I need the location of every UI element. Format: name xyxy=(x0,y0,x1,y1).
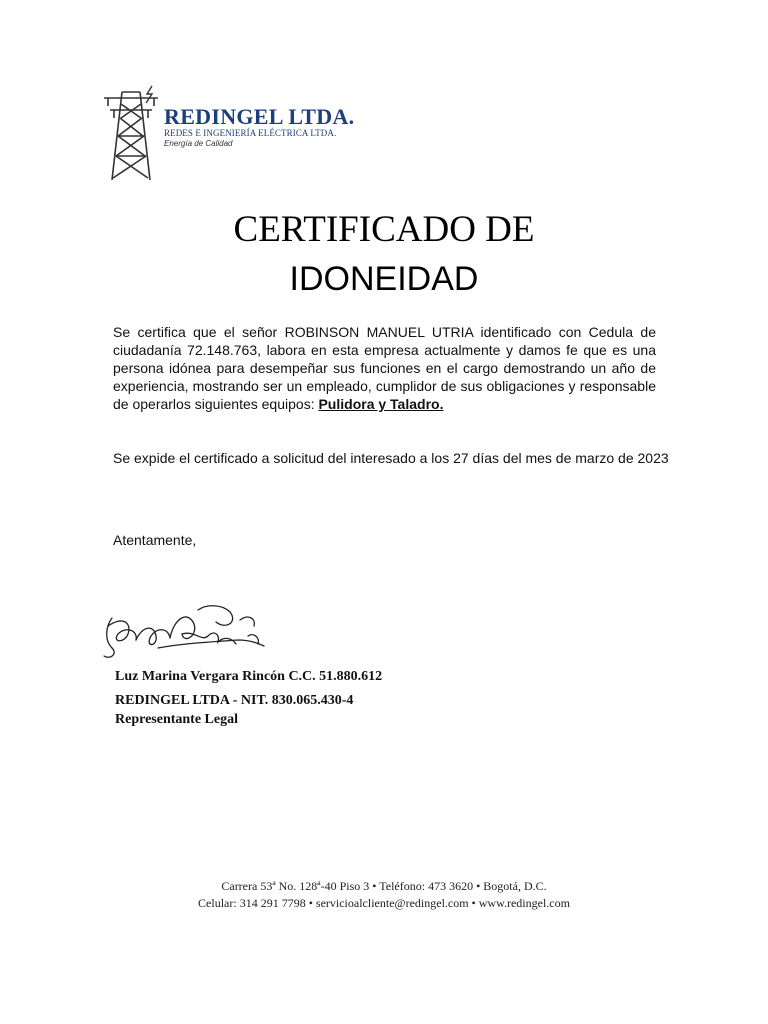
document-title-line1: CERTIFICADO DE xyxy=(233,209,535,250)
signer-company: REDINGEL LTDA - NIT. 830.065.430-4 xyxy=(115,693,354,708)
power-tower-icon xyxy=(100,84,162,182)
footer-address: Carrera 53ª No. 128ª-40 Piso 3 • Teléfono: 473 3620 • Bogotá, D.C. xyxy=(221,879,547,893)
signer-name: Luz Marina Vergara Rincón C.C. 51.880.612 xyxy=(115,669,383,684)
company-tagline: Energía de Calidad xyxy=(164,139,233,148)
signer-role: Representante Legal xyxy=(115,712,238,727)
company-subtitle: REDES E INGENIERÍA ELÉCTRICA LTDA. xyxy=(164,128,337,138)
certificate-text: Se certifica que el señor ROBINSON MANUEL UTRIA identificado con Cedula de ciudadanía 72.148.763, labora en esta empresa actualmente y damos fe que es una persona idónea para desempeñar sus funciones en el cargo demostrando un año de experiencia, mostrando ser un empleado, cumplidor de sus obligaciones y responsable de operarlos siguientes equipos: xyxy=(113,324,656,412)
company-name: REDINGEL LTDA. xyxy=(164,104,355,129)
handwritten-signature xyxy=(98,596,278,668)
equipment-list: Pulidora y Taladro. xyxy=(318,396,444,412)
issue-statement: Se expide el certificado a solicitud del interesado a los 27 días del mes de marzo de 2023 xyxy=(113,450,669,466)
closing-salutation: Atentamente, xyxy=(113,532,197,548)
document-title-line2: IDONEIDAD xyxy=(289,260,479,298)
footer-contact: Celular: 314 291 7798 • servicioalcliente@redingel.com • www.redingel.com xyxy=(198,896,570,910)
company-logo xyxy=(100,84,360,182)
certificate-paragraph xyxy=(113,323,656,413)
